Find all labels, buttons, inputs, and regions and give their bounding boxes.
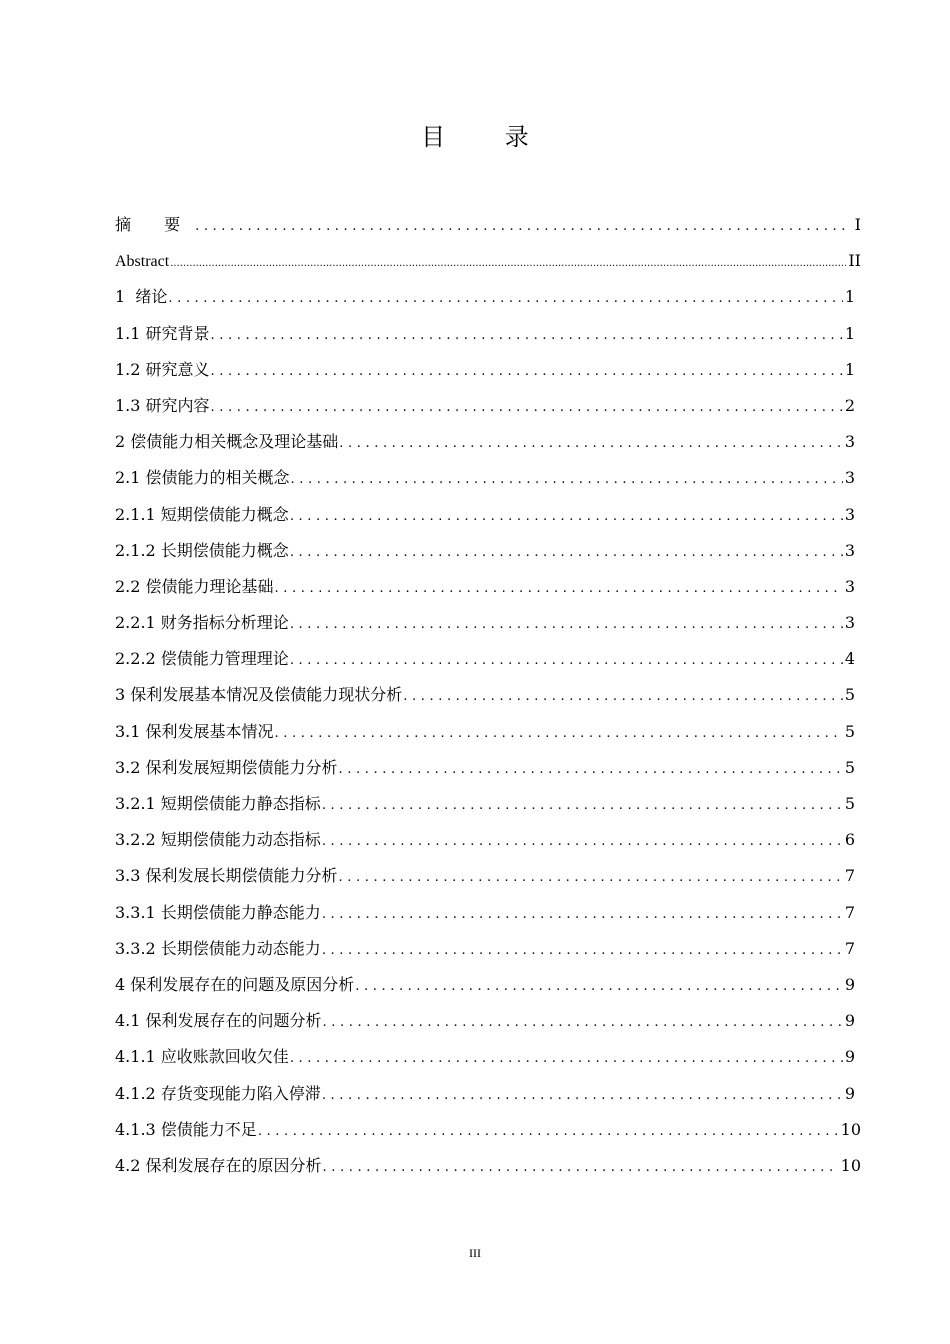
toc-entry[interactable] bbox=[115, 605, 861, 641]
toc-leader-dots bbox=[290, 607, 843, 643]
toc-entry[interactable] bbox=[115, 714, 861, 750]
toc-entry-page: 3 bbox=[844, 540, 855, 560]
toc-entry-page: II bbox=[848, 251, 861, 271]
toc-entry[interactable] bbox=[115, 424, 861, 460]
toc-entry-page: 5 bbox=[844, 685, 855, 705]
toc-entry-label: 4.1.1 应收账款回收欠佳 bbox=[115, 1047, 289, 1067]
toc-leader-dots bbox=[290, 1041, 843, 1077]
toc-entry[interactable] bbox=[115, 316, 861, 352]
toc-leader-dots bbox=[290, 535, 843, 571]
toc-entry-label: 3.2.2 短期偿债能力动态指标 bbox=[115, 830, 321, 850]
toc-entry[interactable] bbox=[115, 822, 861, 858]
toc-leader-dots bbox=[195, 209, 849, 245]
toc-leader-dots bbox=[275, 716, 843, 752]
toc-entry-page: 7 bbox=[844, 902, 855, 922]
toc-leader-dots bbox=[339, 752, 843, 788]
toc-leader-dots bbox=[323, 1005, 843, 1041]
toc-entry[interactable] bbox=[115, 967, 861, 1003]
toc-entry[interactable] bbox=[115, 931, 861, 967]
toc-entry[interactable] bbox=[115, 279, 861, 315]
toc-entry-page: 3 bbox=[844, 432, 855, 452]
toc-entry-page: 4 bbox=[844, 649, 855, 669]
toc-leader-dots bbox=[339, 426, 843, 462]
toc-entry-page: 9 bbox=[844, 1083, 855, 1103]
toc-entry-label: 2.1.1 短期偿债能力概念 bbox=[115, 504, 289, 524]
toc-entry[interactable] bbox=[115, 1039, 861, 1075]
toc-leader-dots bbox=[322, 933, 843, 969]
toc-entry[interactable] bbox=[115, 533, 861, 569]
toc-leader-dots bbox=[291, 462, 843, 498]
toc-entry-page: 9 bbox=[844, 974, 855, 994]
toc-entry-page: 1 bbox=[844, 287, 855, 307]
toc-entry-label: 摘 要 bbox=[115, 215, 195, 234]
toc-entry[interactable] bbox=[115, 352, 861, 388]
toc-entry[interactable] bbox=[115, 243, 861, 279]
toc-leader-dots bbox=[211, 318, 843, 354]
toc-entry-page: 9 bbox=[844, 1011, 855, 1031]
toc-entry-label: 2.2 偿债能力理论基础 bbox=[115, 576, 274, 596]
toc-entry-label: 4.2 保利发展存在的原因分析 bbox=[115, 1155, 322, 1175]
toc-entry-label: 3.2.1 短期偿债能力静态指标 bbox=[115, 794, 321, 813]
toc-entry-page: 1 bbox=[844, 359, 855, 379]
toc-entry-page: 5 bbox=[844, 721, 855, 741]
toc-entry-label: 1.2 研究意义 bbox=[115, 359, 210, 379]
toc-entry-page: I bbox=[854, 215, 861, 234]
toc-entry-label: 2.1.2 长期偿债能力概念 bbox=[115, 540, 289, 560]
toc-leader-dots bbox=[322, 824, 843, 860]
toc-list bbox=[115, 207, 861, 1184]
toc-leader-dots bbox=[211, 354, 843, 390]
page-title: 目 录 bbox=[421, 123, 555, 151]
toc-entry[interactable] bbox=[115, 1148, 861, 1184]
toc-entry-label: 1.3 研究内容 bbox=[115, 395, 210, 415]
toc-entry-label: 4.1 保利发展存在的问题分析 bbox=[115, 1011, 322, 1031]
toc-entry-page: 6 bbox=[844, 830, 855, 850]
toc-entry-page: 3 bbox=[844, 576, 855, 596]
toc-leader-dots bbox=[275, 571, 843, 607]
toc-leader-dots bbox=[339, 860, 843, 896]
toc-entry[interactable] bbox=[115, 677, 861, 713]
toc-leader-dots bbox=[403, 679, 843, 715]
toc-leader-dots bbox=[322, 788, 843, 824]
toc-entry-label: 4 保利发展存在的问题及原因分析 bbox=[115, 974, 355, 994]
toc-entry-label: 1.1 研究背景 bbox=[115, 323, 210, 343]
toc-entry-label: 2.2.2 偿债能力管理理论 bbox=[115, 649, 289, 669]
toc-leader-dots bbox=[211, 390, 843, 426]
toc-entry[interactable] bbox=[115, 750, 861, 786]
toc-entry-page: 10 bbox=[840, 1119, 861, 1139]
toc-entry-page: 7 bbox=[844, 866, 855, 886]
toc-entry-label: 2 偿债能力相关概念及理论基础 bbox=[115, 432, 339, 452]
toc-leader-dots bbox=[290, 643, 843, 679]
page-footer-number: III bbox=[469, 1246, 481, 1260]
toc-entry-label: 3.3.2 长期偿债能力动态能力 bbox=[115, 938, 321, 958]
toc-entry-label: 4.1.3 偿债能力不足 bbox=[115, 1119, 257, 1139]
toc-leader-dots bbox=[355, 969, 843, 1005]
toc-entry-page: 3 bbox=[844, 468, 855, 488]
toc-entry-page: 5 bbox=[844, 794, 855, 813]
toc-leader-dots bbox=[322, 1078, 843, 1114]
toc-entry-label: Abstract bbox=[115, 253, 170, 271]
toc-entry[interactable] bbox=[115, 1112, 861, 1148]
toc-entry-label: 4.1.2 存货变现能力陷入停滞 bbox=[115, 1083, 321, 1103]
toc-leader-dots bbox=[258, 1114, 839, 1150]
toc-entry-label: 3.3 保利发展长期偿债能力分析 bbox=[115, 866, 338, 886]
toc-entry[interactable] bbox=[115, 497, 861, 533]
toc-entry-label: 2.1 偿债能力的相关概念 bbox=[115, 468, 290, 488]
toc-entry[interactable] bbox=[115, 207, 861, 243]
toc-entry[interactable] bbox=[115, 1076, 861, 1112]
toc-entry-page: 1 bbox=[844, 323, 855, 343]
toc-entry-page: 3 bbox=[844, 613, 855, 633]
toc-entry[interactable] bbox=[115, 569, 861, 605]
toc-entry-label: 3.3.1 长期偿债能力静态能力 bbox=[115, 902, 321, 922]
toc-entry-page: 10 bbox=[840, 1155, 861, 1175]
toc-entry[interactable] bbox=[115, 641, 861, 677]
toc-entry[interactable] bbox=[115, 1003, 861, 1039]
toc-entry-page: 5 bbox=[844, 757, 855, 777]
toc-entry-label: 2.2.1 财务指标分析理论 bbox=[115, 613, 289, 633]
toc-leader-dots bbox=[322, 897, 843, 933]
toc-entry[interactable] bbox=[115, 786, 861, 822]
toc-entry[interactable] bbox=[115, 858, 861, 894]
toc-entry[interactable] bbox=[115, 460, 861, 496]
toc-leader-dots bbox=[323, 1150, 839, 1186]
toc-entry-page: 3 bbox=[844, 504, 855, 524]
toc-entry-page: 9 bbox=[844, 1047, 855, 1067]
toc-leader-dots bbox=[170, 246, 846, 282]
toc-entry-label: 3.2 保利发展短期偿债能力分析 bbox=[115, 757, 338, 777]
toc-leader-dots bbox=[168, 281, 842, 317]
toc-entry[interactable] bbox=[115, 895, 861, 931]
toc-entry-page: 7 bbox=[844, 938, 855, 958]
toc-entry-label: 1 绪论 bbox=[115, 287, 168, 307]
toc-entry[interactable] bbox=[115, 388, 861, 424]
toc-entry-page: 2 bbox=[844, 395, 855, 415]
toc-leader-dots bbox=[290, 499, 843, 535]
toc-entry-label: 3.1 保利发展基本情况 bbox=[115, 721, 274, 741]
toc-entry-label: 3 保利发展基本情况及偿债能力现状分析 bbox=[115, 685, 403, 705]
